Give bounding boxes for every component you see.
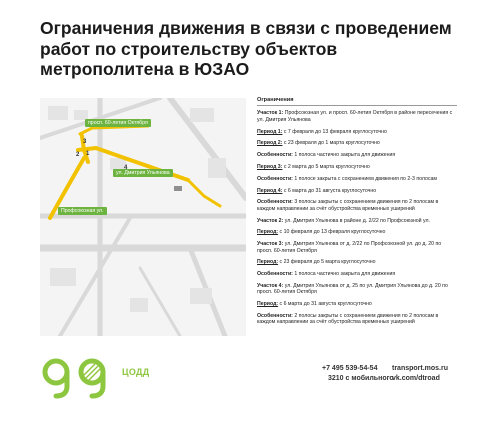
entry-text: Профсоюзная ул. и просп. 60-летия Октября в районе пересечения с ул. Дмитрия Ульянова <box>257 110 453 123</box>
restriction-entry <box>257 229 457 235</box>
entry-text: с 23 февраля до 5 марта круглосуточно <box>278 259 376 266</box>
restriction-entry <box>257 140 457 146</box>
phone-number[interactable]: +7 495 539-54-54 <box>322 365 378 372</box>
restriction-entry <box>257 110 457 123</box>
restriction-entry <box>257 129 457 135</box>
restriction-entry <box>257 199 457 212</box>
entry-text: 1 полоса частично закрыта для движения <box>292 271 396 278</box>
entry-label: Участок 2: <box>257 217 284 224</box>
entry-text: 1 полосе закрыта с сохранением движения по 2-3 полосам <box>292 175 437 182</box>
restriction-entry <box>257 176 457 182</box>
entry-text: с 6 марта до 31 августа круглосуточно <box>278 301 372 308</box>
entry-text: с 7 февраля до 13 февраля круглосуточно <box>282 128 387 135</box>
brand-name: ЦОДД <box>122 367 150 377</box>
entry-label: Период: <box>257 229 279 236</box>
entry-label: Период 4: <box>257 187 283 194</box>
ulyanova-label-text: ул. Дмитрия Ульянова <box>116 170 170 176</box>
restriction-entry <box>257 188 457 194</box>
entry-text: с 2 марта до 5 марта круглосуточно <box>282 164 370 170</box>
entry-label: Особенности: <box>257 312 293 319</box>
entry-label: Период: <box>257 259 279 266</box>
entry-label: Особенности: <box>257 199 293 206</box>
restriction-entry <box>257 301 457 307</box>
segment-number-4: 4 <box>124 165 128 171</box>
ulyanova-label <box>113 169 173 177</box>
mobile-number[interactable]: 3210 с мобильного <box>328 375 394 382</box>
entry-label: Период 3: <box>257 164 283 170</box>
entry-label: Особенности: <box>257 271 293 278</box>
entry-label: Период 2: <box>257 140 283 147</box>
codd-logo-icon <box>40 356 120 400</box>
entry-text: ул. Дмитрия Ульянова от д. 2/22 по Профсоюзной ул. до д. 20 по просп. 60-летия Октября <box>257 241 442 254</box>
entry-label: Участок 1: <box>257 110 284 117</box>
entry-text: с 10 февраля до 13 февраля круглосуточно <box>278 229 386 236</box>
panel-heading: Ограничения <box>257 97 457 106</box>
restriction-entry <box>257 271 457 277</box>
restriction-entry <box>257 259 457 265</box>
page-title: Ограничения движения в связи с проведением работ по строительству объектов метрополитена в ЮЗАО <box>40 18 452 79</box>
entry-text: 1 полоса частично закрыта для движения <box>292 152 396 159</box>
restriction-entry <box>257 218 457 224</box>
entry-label: Особенности: <box>257 175 293 182</box>
entry-label: Участок 4: <box>257 282 284 289</box>
restriction-map <box>40 98 246 336</box>
entry-text: 2 полосы закрыты с сохранением движения по 2 полосам в каждом направлении за счёт обустройства временных уширений <box>257 312 439 326</box>
entry-text: ул. Дмитрия Ульянова от д. 25 по ул. Дмитрия Ульянова до д. 20 по просп. 60-летия Октября <box>257 282 448 296</box>
vk-link[interactable]: vk.com/dtroad <box>392 375 440 382</box>
entry-text: 3 полосы закрыты с сохранением движения по 2 полосам в каждом направлении за счёт обустройства временных уширений <box>257 199 439 212</box>
restriction-entry <box>257 164 457 170</box>
profsoyuznaya-label-text: Профсоюзная ул. <box>61 208 104 214</box>
prospekt-label <box>85 119 151 127</box>
segment-number-2: 2 <box>76 152 80 158</box>
entry-label: Особенности: <box>257 152 293 159</box>
restriction-entry <box>257 241 457 254</box>
site-link[interactable]: transport.mos.ru <box>392 365 449 372</box>
restriction-entry <box>257 313 457 326</box>
entry-text: с 23 февраля до 1 марта круглосуточно <box>282 140 380 147</box>
profsoyuznaya-label <box>58 207 107 215</box>
restriction-entry <box>257 152 457 158</box>
entry-label: Участок 3: <box>257 241 284 248</box>
segment-number-1: 1 <box>86 151 90 157</box>
entry-text: с 6 марта до 31 августа круглосуточно <box>282 187 377 194</box>
prospekt-label-text: просп. 60-летия Октября <box>88 120 148 126</box>
entry-label: Период 1: <box>257 128 283 135</box>
entry-text: ул. Дмитрия Ульянова в районе д. 2/22 по Профсоюзной ул. <box>283 217 430 224</box>
restrictions-panel <box>257 97 457 331</box>
metro-building <box>174 186 182 191</box>
entry-label: Период: <box>257 301 279 308</box>
restriction-entry <box>257 283 457 296</box>
map-svg <box>40 98 246 336</box>
segment-number-3: 3 <box>83 139 87 145</box>
restriction-list <box>257 110 457 325</box>
